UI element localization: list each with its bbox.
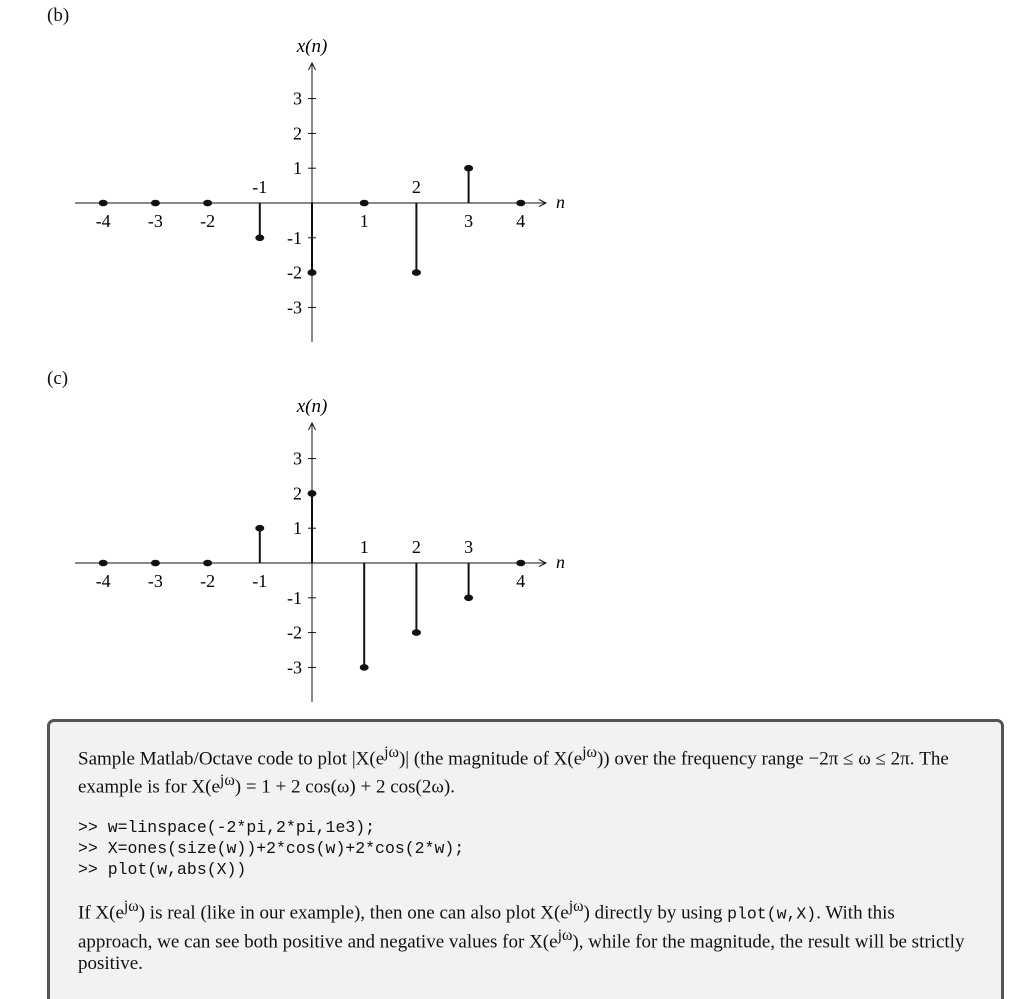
x-tick-label: 2 bbox=[411, 537, 421, 557]
note-intro: Sample Matlab/Octave code to plot $|X(e^{j\omega})|$ (the magnitude of $X(e^{j\omega})$) over the frequency range −2π ≤ ω ≤ 2π. The example is for $X(e^{j\omega}) = 1 + 2$ cos(ω) + 2 cos(2ω). bbox=[78, 744, 949, 798]
y-tick-label: 3 bbox=[293, 448, 302, 469]
y-axis-label: x(n) bbox=[296, 36, 328, 57]
x-tick-label: 2 bbox=[411, 177, 421, 197]
code-line: >> w=linspace(-2*pi,2*pi,1e3); bbox=[78, 817, 376, 837]
stem-marker bbox=[151, 200, 160, 207]
x-tick-label: 3 bbox=[464, 211, 474, 231]
stem-marker bbox=[516, 560, 525, 567]
y-tick-label: 1 bbox=[293, 158, 302, 179]
x-tick-label: 3 bbox=[464, 537, 474, 557]
code-block bbox=[78, 817, 971, 880]
y-tick-label: 2 bbox=[293, 483, 302, 504]
stem-marker bbox=[151, 560, 160, 567]
stem-plot-b bbox=[0, 30, 620, 360]
part-label-c: (c) bbox=[47, 368, 69, 389]
stem-plot-c bbox=[0, 390, 620, 720]
x-tick-label: 4 bbox=[516, 571, 526, 591]
y-tick-label: -2 bbox=[287, 262, 302, 283]
stem-marker bbox=[464, 165, 473, 172]
stem-marker bbox=[412, 269, 421, 276]
stem-marker bbox=[308, 490, 317, 497]
x-axis-label: n bbox=[556, 552, 565, 572]
code-line: >> X=ones(size(w))+2*cos(w)+2*cos(2*w); bbox=[78, 838, 465, 858]
stem-marker bbox=[203, 560, 212, 567]
x-tick-label: -3 bbox=[147, 211, 163, 231]
y-tick-label: 3 bbox=[293, 88, 302, 109]
matlab-note-box bbox=[47, 719, 1004, 999]
x-tick-label: 1 bbox=[359, 211, 369, 231]
y-tick-label: -1 bbox=[287, 587, 302, 608]
x-tick-label: 1 bbox=[359, 537, 369, 557]
y-tick-label: -3 bbox=[287, 657, 302, 678]
note-outro: If $X(e^{j\omega})$ is real (like in our example), then one can also plot $X(e^{j\omega})$ directly by using plot(w,X). With this approach, we can see both positive and negative values for $X(e^{j\omega})$, while for the magnitude, the result will be strictly positive. bbox=[78, 897, 965, 975]
stem-marker bbox=[99, 200, 108, 207]
stem-marker bbox=[99, 560, 108, 567]
x-tick-label: -1 bbox=[252, 571, 268, 591]
stem-marker bbox=[255, 235, 264, 242]
code-line: >> plot(w,abs(X)) bbox=[78, 859, 247, 879]
stem-marker bbox=[516, 200, 525, 207]
x-axis-label: n bbox=[556, 192, 565, 212]
stem-marker bbox=[360, 664, 369, 671]
y-tick-label: -2 bbox=[287, 622, 302, 643]
stem-marker bbox=[255, 525, 264, 532]
y-axis-label: x(n) bbox=[296, 396, 328, 417]
stem-marker bbox=[412, 629, 421, 636]
stem-marker bbox=[464, 595, 473, 602]
x-tick-label: 4 bbox=[516, 211, 526, 231]
stem-marker bbox=[203, 200, 212, 207]
x-tick-label: -4 bbox=[95, 571, 111, 591]
stem-marker bbox=[308, 269, 317, 276]
part-label-b: (b) bbox=[47, 5, 70, 26]
x-tick-label: -4 bbox=[95, 211, 111, 231]
x-tick-label: -3 bbox=[147, 571, 163, 591]
x-tick-label: -2 bbox=[200, 571, 216, 591]
stem-marker bbox=[360, 200, 369, 207]
y-tick-label: 1 bbox=[293, 518, 302, 539]
y-tick-label: -3 bbox=[287, 297, 302, 318]
y-tick-label: 2 bbox=[293, 123, 302, 144]
y-tick-label: -1 bbox=[287, 227, 302, 248]
x-tick-label: -1 bbox=[252, 177, 268, 197]
x-tick-label: -2 bbox=[200, 211, 216, 231]
